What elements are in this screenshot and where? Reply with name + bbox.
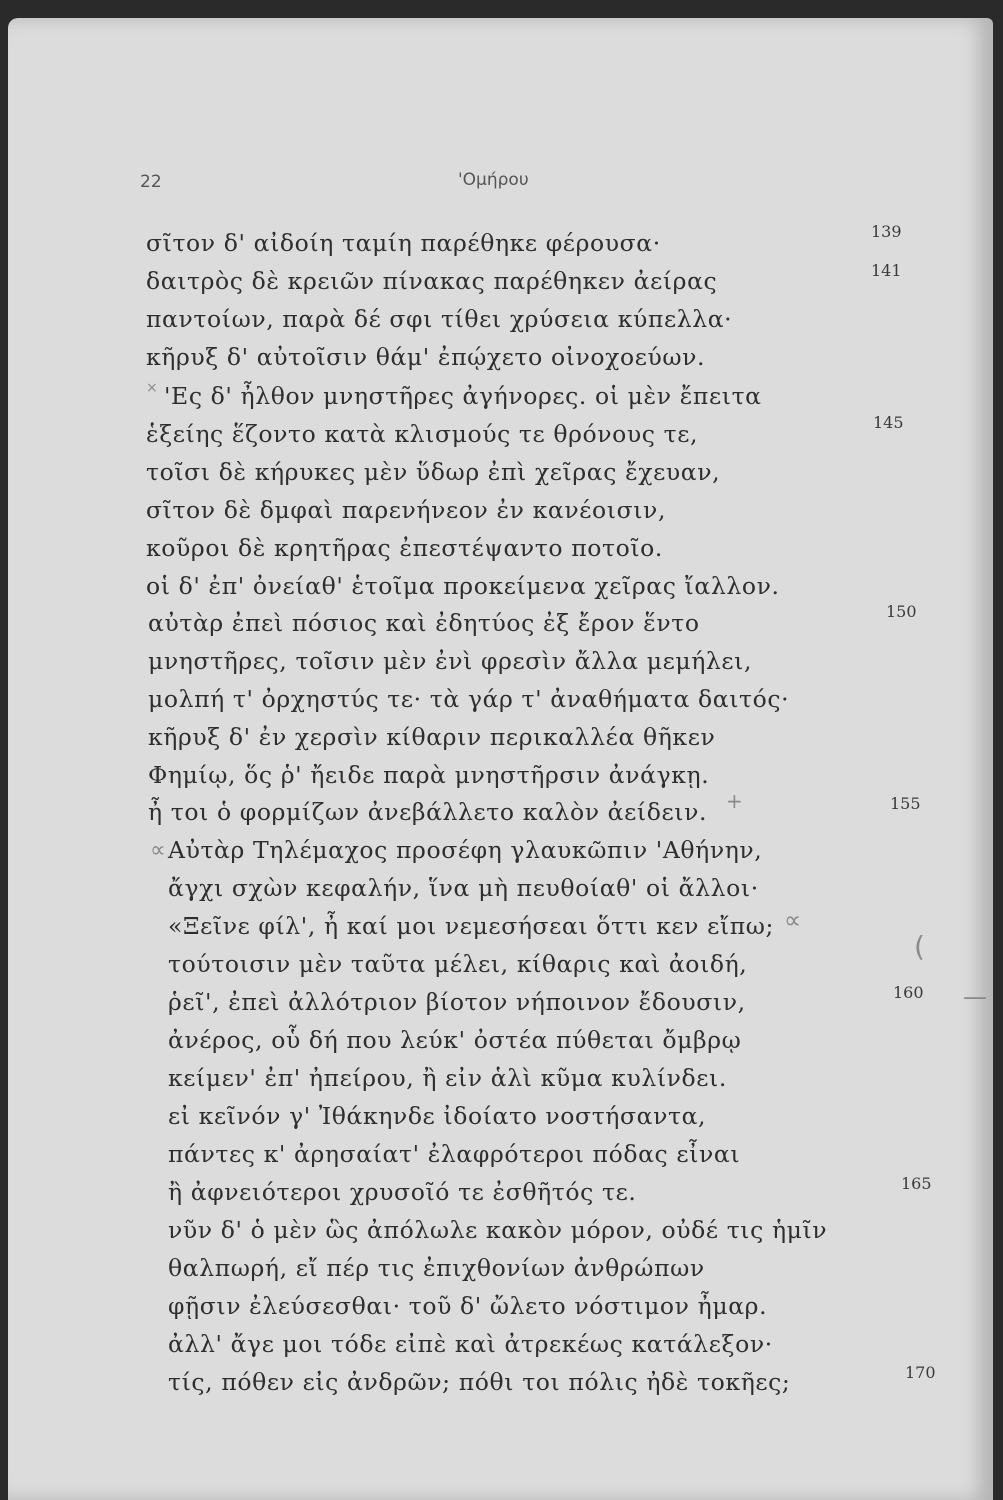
- pencil-cross-mark: ×: [146, 380, 158, 396]
- line-number: 139: [871, 222, 902, 241]
- line-number: 165: [901, 1174, 932, 1193]
- pencil-plus-mark: +: [726, 789, 743, 813]
- pencil-dash-mark: —: [963, 983, 987, 1011]
- verse-line: κείμεν' ἐπ' ἠπείρου, ἢ εἰν ἁλὶ κῦμα κυλίνδει.: [168, 1064, 727, 1092]
- verse-line: ῥεῖ', ἐπεὶ ἀλλότριον βίοτον νήποινον ἔδουσιν,: [168, 988, 746, 1016]
- verse-line: Φημίῳ, ὅς ῥ' ἤειδε παρὰ μνηστῆρσιν ἀνάγκῃ.: [148, 761, 710, 789]
- verse-line: 'Ες δ' ἦλθον μνηστῆρες ἀγήνορες. οἱ μὲν ἔπειτα: [164, 382, 762, 410]
- line-number: 170: [905, 1363, 936, 1382]
- verse-line: θαλπωρή, εἴ πέρ τις ἐπιχθονίων ἀνθρώπων: [168, 1254, 705, 1282]
- line-number: 155: [890, 794, 921, 813]
- page-number: 22: [140, 172, 162, 192]
- verse-line: παντοίων, παρὰ δέ σφι τίθει χρύσεια κύπελλα·: [146, 305, 733, 333]
- verse-line: μνηστῆρες, τοῖσιν μὲν ἐνὶ φρεσὶν ἄλλα μεμήλει,: [148, 647, 753, 675]
- verse-line: κοῦροι δὲ κρητῆρας ἐπεστέψαντο ποτοῖο.: [146, 534, 663, 562]
- verse-line: τοῖσι δὲ κήρυκες μὲν ὕδωρ ἐπὶ χεῖρας ἔχευαν,: [146, 458, 721, 486]
- verse-line: σῖτον δὲ δμφαὶ παρενήνεον ἐν κανέοισιν,: [146, 496, 667, 524]
- line-number: 160: [893, 983, 924, 1002]
- verse-line: εἰ κεῖνόν γ' Ἰθάκηνδε ἰδοίατο νοστήσαντα,: [168, 1102, 707, 1130]
- line-number: 150: [886, 602, 917, 621]
- pencil-alpha-mark: ∝: [784, 906, 802, 934]
- verse-line: ἑξείης ἕζοντο κατὰ κλισμούς τε θρόνους τε,: [146, 420, 699, 448]
- running-title: 'Ομήρου: [458, 170, 529, 190]
- verse-line: τούτοισιν μὲν ταῦτα μέλει, κίθαρις καὶ ἀοιδή,: [168, 950, 748, 978]
- verse-line: ἦ τοι ὁ φορμίζων ἀνεβάλλετο καλὸν ἀείδειν.: [148, 798, 708, 826]
- line-number: 145: [873, 413, 904, 432]
- verse-line: δαιτρὸς δὲ κρειῶν πίνακας παρέθηκεν ἀείρας: [146, 267, 718, 295]
- verse-line: κῆρυξ δ' ἐν χερσὶν κίθαριν περικαλλέα θῆκεν: [148, 723, 716, 751]
- line-number: 141: [871, 261, 902, 280]
- verse-line: τίς, πόθεν εἰς ἀνδρῶν; πόθι τοι πόλις ἠδὲ τοκῆες;: [168, 1368, 791, 1396]
- verse-line: κῆρυξ δ' αὐτοῖσιν θάμ' ἐπῴχετο οἰνοχοεύων.: [146, 343, 706, 371]
- verse-line: Αὐτὰρ Τηλέμαχος προσέφη γλαυκῶπιν 'Αθήνην,: [168, 836, 763, 864]
- verse-line: ἀλλ' ἄγε μοι τόδε εἰπὲ καὶ ἀτρεκέως κατάλεξον·: [168, 1330, 773, 1358]
- verse-line: ἢ ἀφνειότεροι χρυσοῖό τε ἐσθῆτός τε.: [168, 1178, 637, 1206]
- verse-line: μολπή τ' ὀρχηστύς τε· τὰ γάρ τ' ἀναθήματα δαιτός·: [148, 685, 790, 713]
- verse-line: πάντες κ' ἀρησαίατ' ἐλαφρότεροι πόδας εἶναι: [168, 1140, 741, 1168]
- book-page: [8, 18, 993, 1500]
- verse-line: «Ξεῖνε φίλ', ἦ καί μοι νεμεσήσεαι ὅττι κεν εἴπω;: [168, 912, 775, 940]
- pencil-alpha-mark: ∝: [150, 838, 166, 863]
- verse-line: ἄγχι σχὼν κεφαλήν, ἵνα μὴ πευθοίαθ' οἱ ἄλλοι·: [168, 874, 759, 902]
- verse-line: οἱ δ' ἐπ' ὀνείαθ' ἑτοῖμα προκείμενα χεῖρας ἴαλλον.: [146, 572, 780, 600]
- verse-line: αὐτὰρ ἐπεὶ πόσιος καὶ ἐδητύος ἐξ ἔρον ἕντο: [148, 609, 700, 637]
- verse-line: ἀνέρος, οὗ δή που λεύκ' ὀστέα πύθεται ὄμβρῳ: [168, 1026, 742, 1054]
- verse-line: νῦν δ' ὁ μὲν ὣς ἀπόλωλε κακὸν μόρον, οὐδέ τις ἡμῖν: [168, 1216, 828, 1244]
- verse-line: φῇσιν ἐλεύσεσθαι· τοῦ δ' ὤλετο νόστιμον ἦμαρ.: [168, 1292, 768, 1320]
- pencil-bracket-mark: (: [914, 930, 925, 963]
- verse-line: σῖτον δ' αἰδοίη ταμίη παρέθηκε φέρουσα·: [146, 229, 661, 257]
